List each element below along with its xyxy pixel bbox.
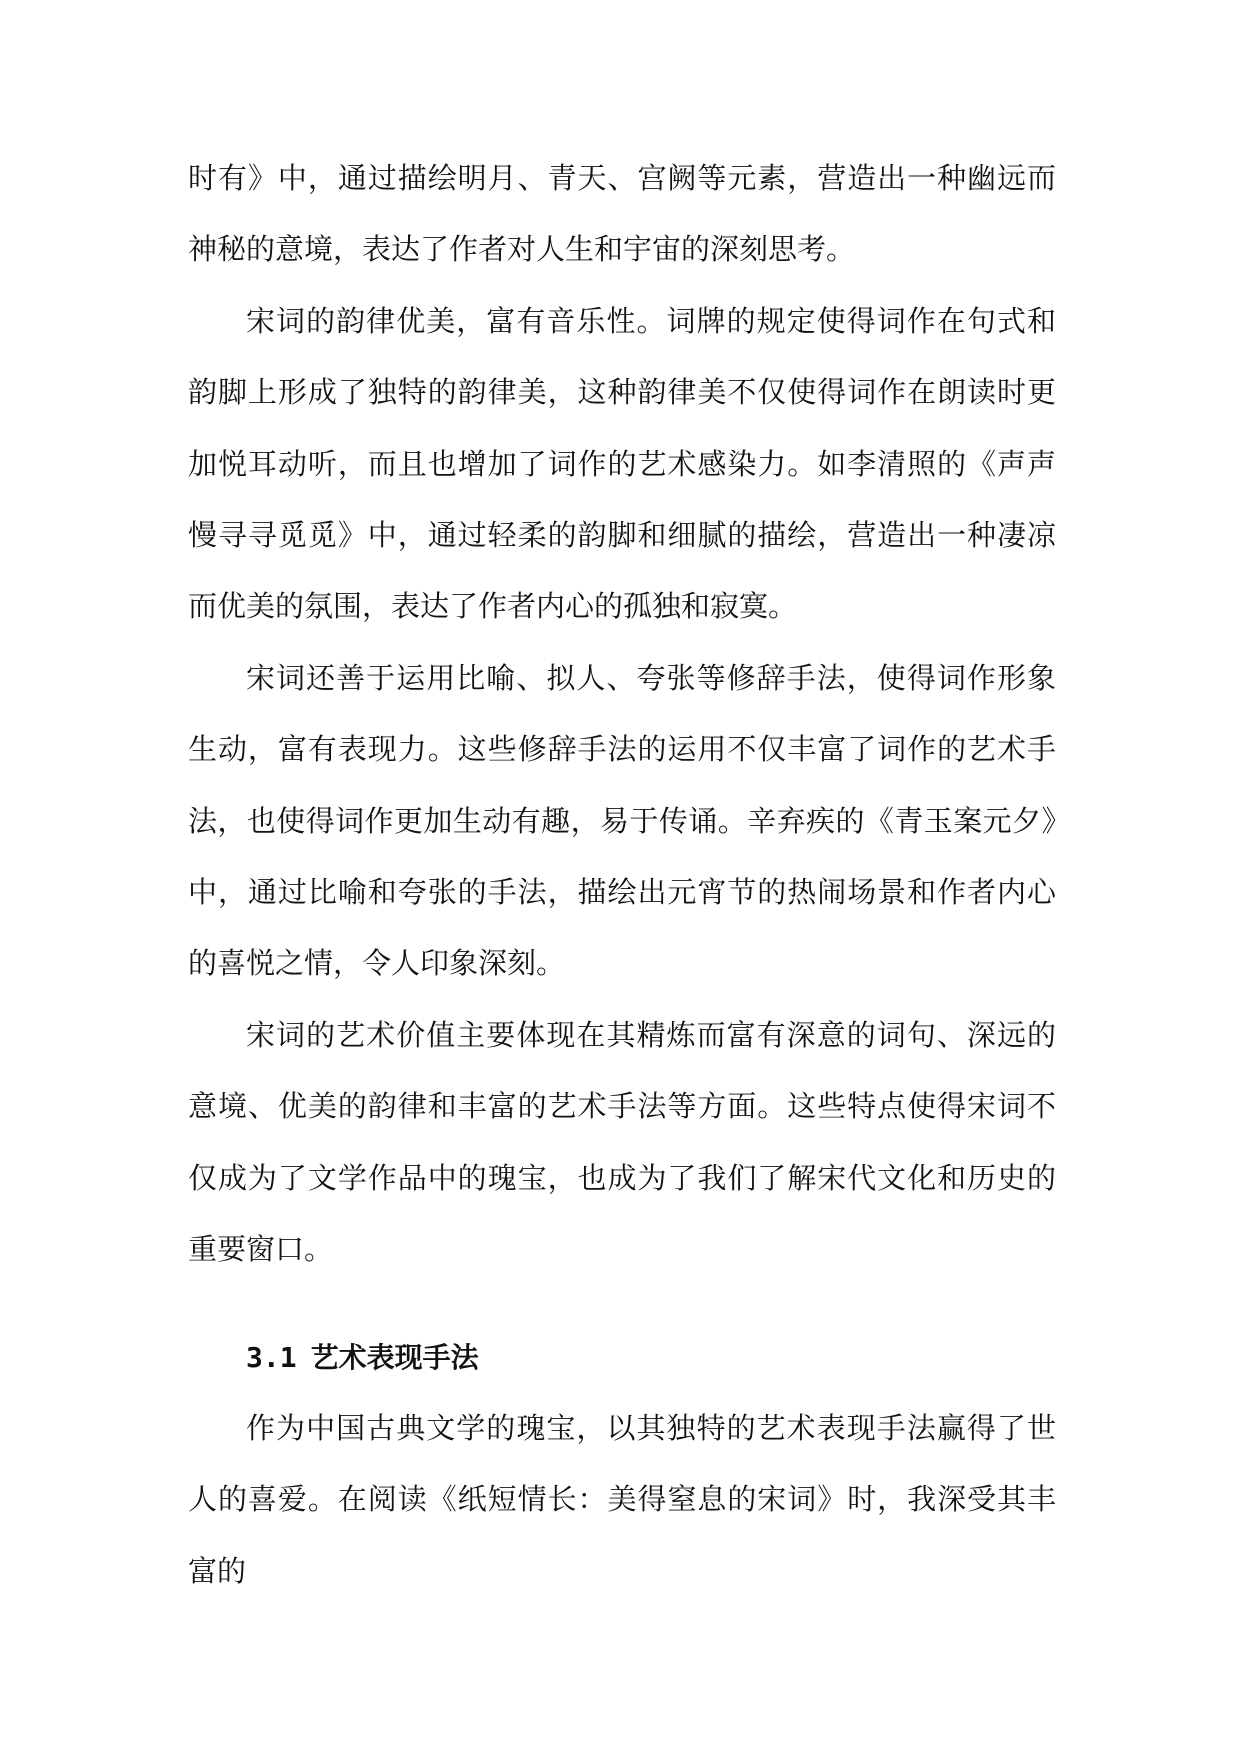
paragraph-rhythm: 宋词的韵律优美，富有音乐性。词牌的规定使得词作在句式和韵脚上形成了独特的韵律美，这种韵律美不仅使得词作在朗读时更加悦耳动听，而且也增加了词作的艺术感染力。如李清照的《声声慢寻寻觅觅》中，通过轻柔的韵脚和细腻的描绘，营造出一种凄凉而优美的氛围，表达了作者内心的孤独和寂寞。 [188,303,1056,624]
paragraph-section-intro: 作为中国古典文学的瑰宝，以其独特的艺术表现手法赢得了世人的喜爱。在阅读《纸短情长：美得窒息的宋词》时，我深受其丰富的 [188,1410,1056,1588]
paragraph-continuation: 时有》中，通过描绘明月、青天、宫阙等元素，营造出一种幽远而神秘的意境，表达了作者对人生和宇宙的深刻思考。 [188,161,1056,267]
section-title: 艺术表现手法 [310,1340,479,1374]
document-body [188,143,1056,1607]
paragraph-rhetoric: 宋词还善于运用比喻、拟人、夸张等修辞手法，使得词作形象生动，富有表现力。这些修辞手法的运用不仅丰富了词作的艺术手法，也使得词作更加生动有趣，易于传诵。辛弃疾的《青玉案元夕》中，通过比喻和夸张的手法，描绘出元宵节的热闹场景和作者内心的喜悦之情，令人印象深刻。 [188,660,1056,981]
paragraph-artistic-value: 宋词的艺术价值主要体现在其精炼而富有深意的词句、深远的意境、优美的韵律和丰富的艺术手法等方面。这些特点使得宋词不仅成为了文学作品中的瑰宝，也成为了我们了解宋代文化和历史的重要窗口。 [188,1017,1056,1267]
section-number: 3.1 [246,1340,297,1374]
section-heading [188,1322,1056,1393]
